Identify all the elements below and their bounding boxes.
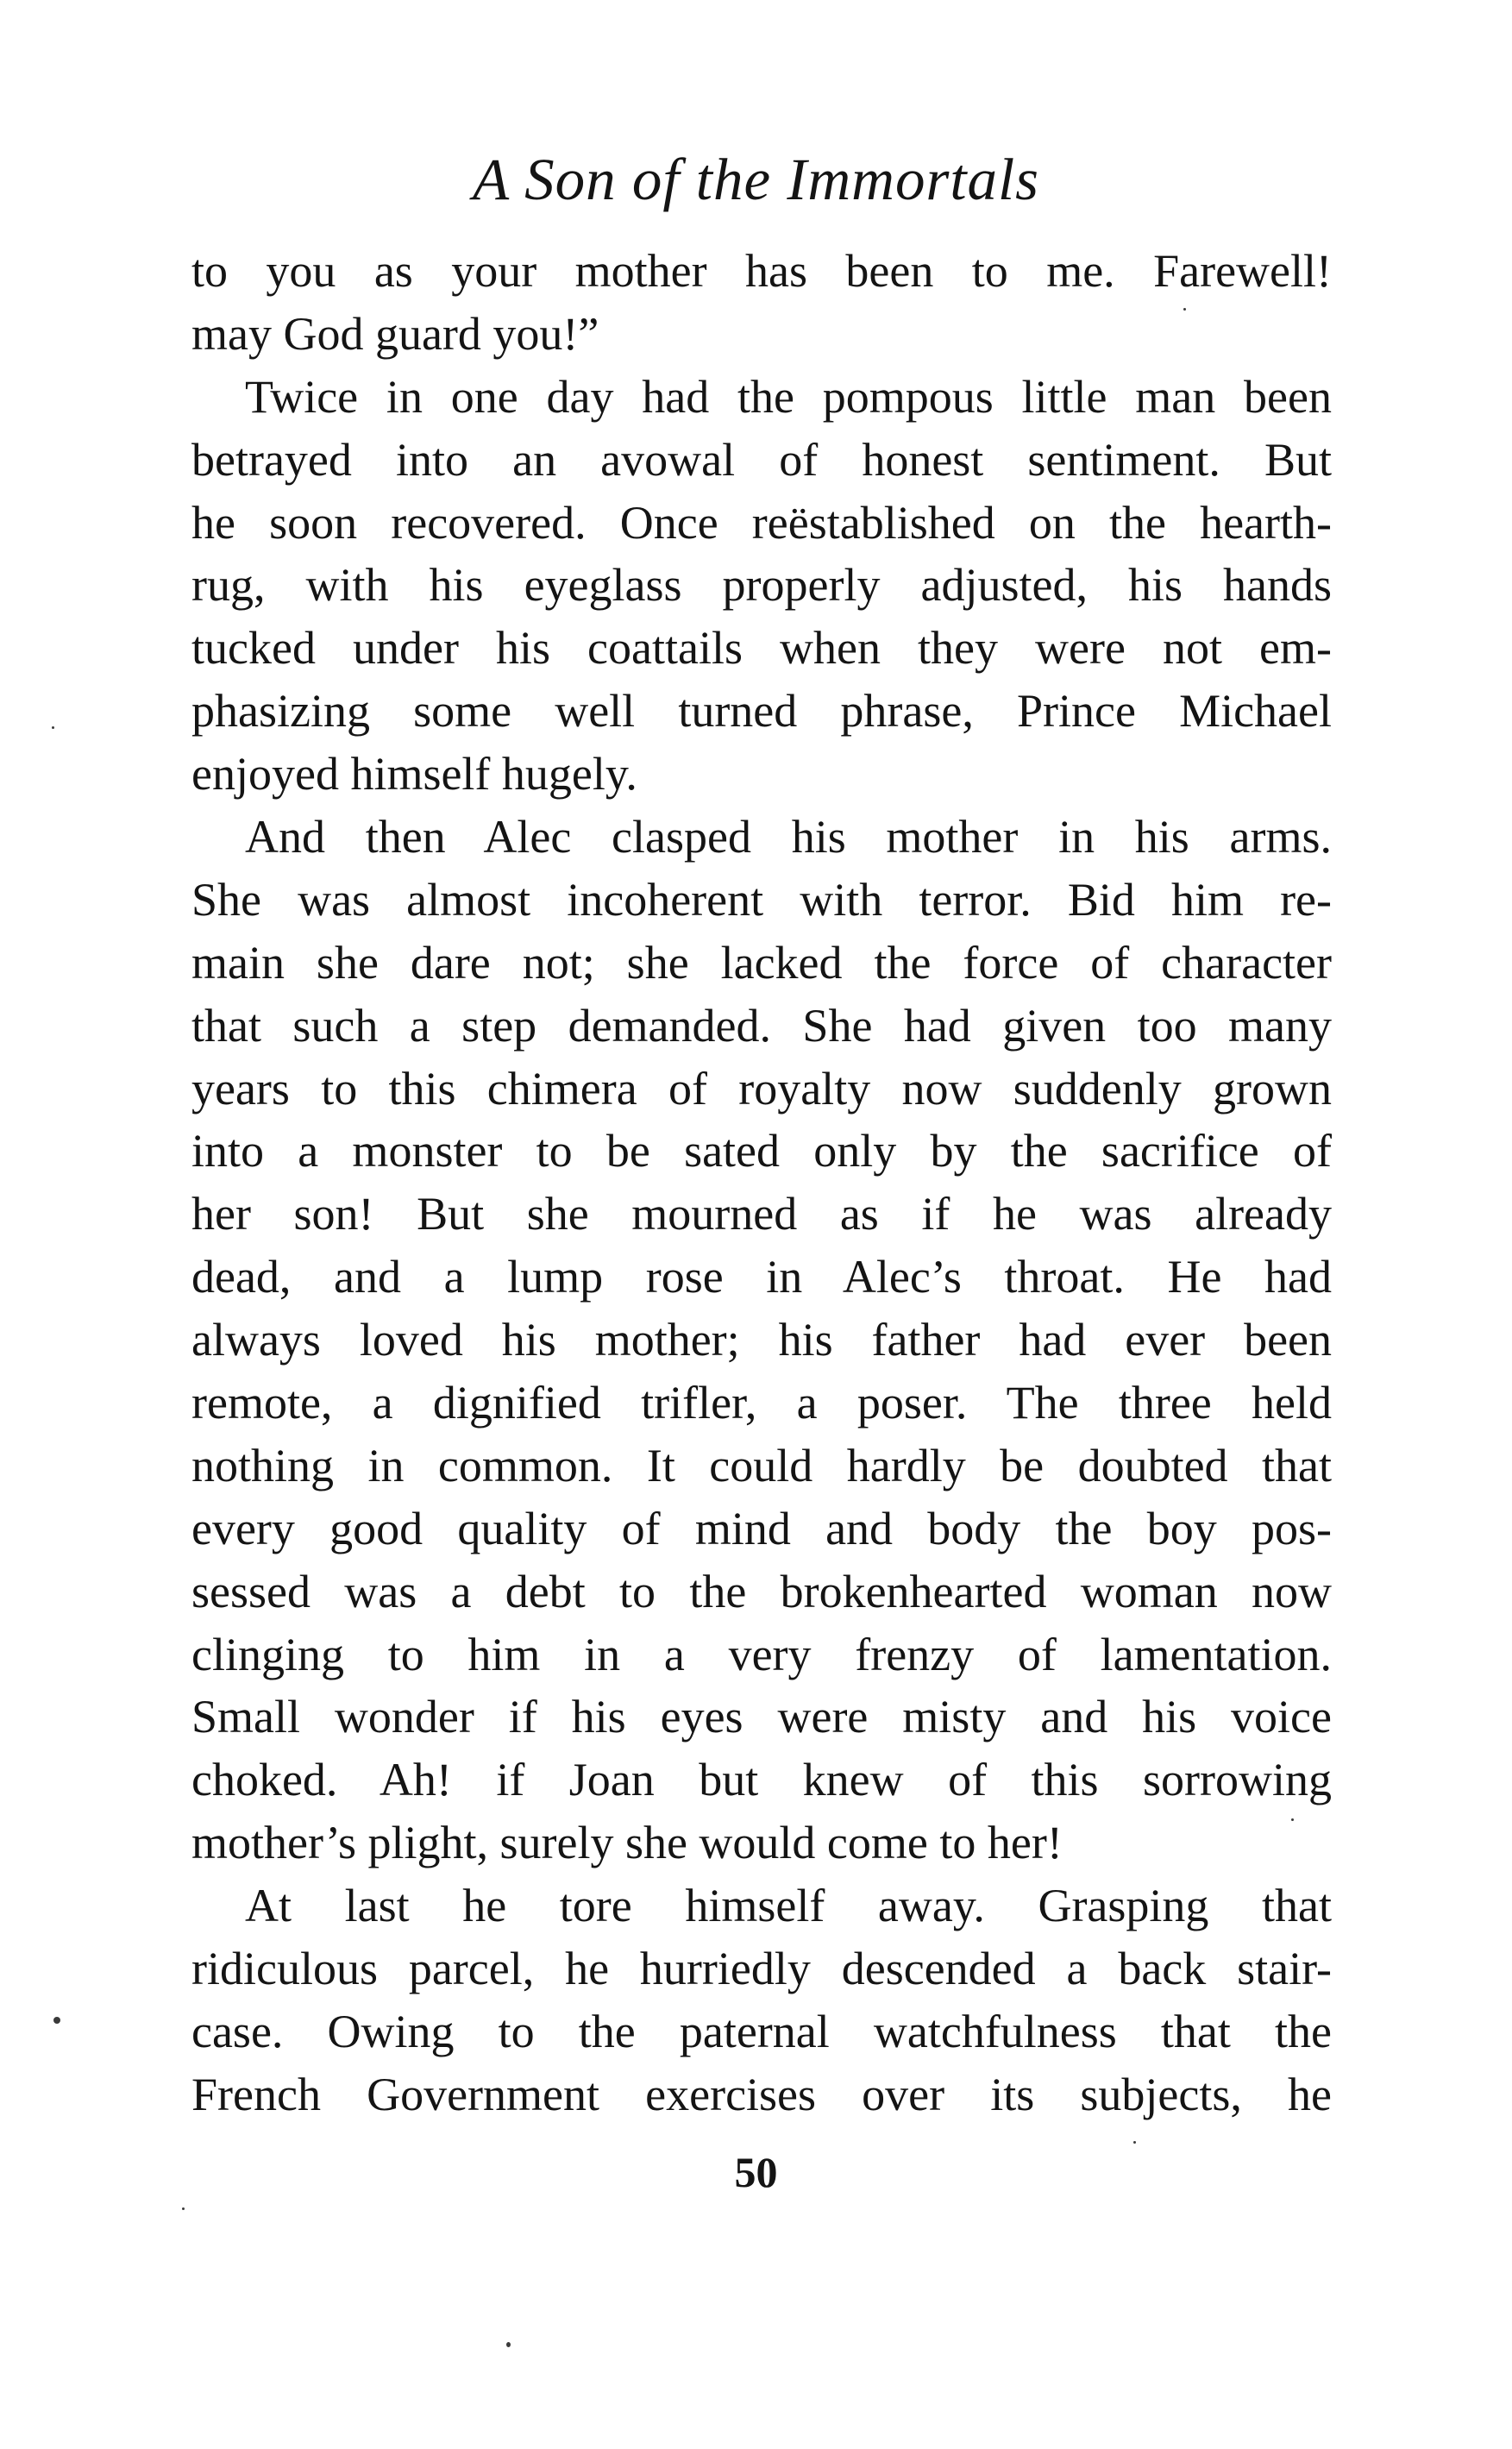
text-line: into a monster to be sated only by the sacrifice of (191, 1125, 1332, 1177)
body-text (191, 240, 1332, 2126)
text-line: main she dare not; she lacked the force of character (191, 936, 1332, 989)
scan-speck (182, 2207, 185, 2210)
page-number: 50 (734, 2148, 778, 2196)
scan-speck (52, 726, 54, 729)
text-line: At last he tore himself away. Grasping that (245, 1880, 1332, 1932)
text-line: that such a step demanded. She had given too many (191, 999, 1332, 1052)
text-line: years to this chimera of royalty now suddenly grown (191, 1062, 1332, 1115)
text-line: Twice in one day had the pompous little man been (245, 370, 1332, 423)
scan-speck (506, 2342, 511, 2347)
text-line: phasizing some well turned phrase, Prince Michael (191, 685, 1332, 738)
text-line: case. Owing to the paternal watchfulness that the (191, 2005, 1332, 2057)
text-line: French Government exercises over its subjects, he (191, 2068, 1332, 2120)
running-head: A Son of the Immortals (472, 147, 1040, 212)
text-line: he soon recovered. Once reëstablished on the hearth- (191, 496, 1332, 549)
text-line: clinging to him in a very frenzy of lamentation. (191, 1628, 1332, 1680)
text-line: Small wonder if his eyes were misty and his voice (191, 1691, 1332, 1743)
text-line: tucked under his coattails when they were not em- (191, 622, 1332, 675)
text-line: nothing in common. It could hardly be doubted that (191, 1439, 1332, 1491)
text-line: enjoyed himself hugely. (191, 748, 637, 801)
text-line: always loved his mother; his father had ever been (191, 1314, 1332, 1366)
text-line: to you as your mother has been to me. Farewell! (191, 245, 1332, 297)
text-line: dead, and a lump rose in Alec’s throat. He had (191, 1251, 1332, 1303)
text-line: mother’s plight, surely she would come to her! (191, 1817, 1063, 1869)
text-line: every good quality of mind and body the boy pos- (191, 1502, 1332, 1554)
scan-speck (53, 2017, 60, 2024)
scan-speck (1291, 1818, 1294, 1821)
text-line: rug, with his eyeglass properly adjusted, his hands (191, 559, 1332, 612)
text-line: betrayed into an avowal of honest sentiment. But (191, 433, 1332, 486)
text-line: She was almost incoherent with terror. Bid him re- (191, 873, 1332, 926)
text-line: her son! But she mourned as if he was already (191, 1188, 1332, 1240)
text-line: may God guard you!” (191, 307, 599, 360)
scan-speck (1133, 2141, 1136, 2144)
scan-speck (1183, 308, 1186, 311)
text-line: remote, a dignified trifler, a poser. The three held (191, 1377, 1332, 1429)
text-line: sessed was a debt to the brokenhearted woman now (191, 1565, 1332, 1617)
text-line: ridiculous parcel, he hurriedly descended a back stair- (191, 1943, 1332, 1995)
text-line: And then Alec clasped his mother in his arms. (245, 811, 1332, 863)
text-line: choked. Ah! if Joan but knew of this sorrowing (191, 1754, 1332, 1806)
